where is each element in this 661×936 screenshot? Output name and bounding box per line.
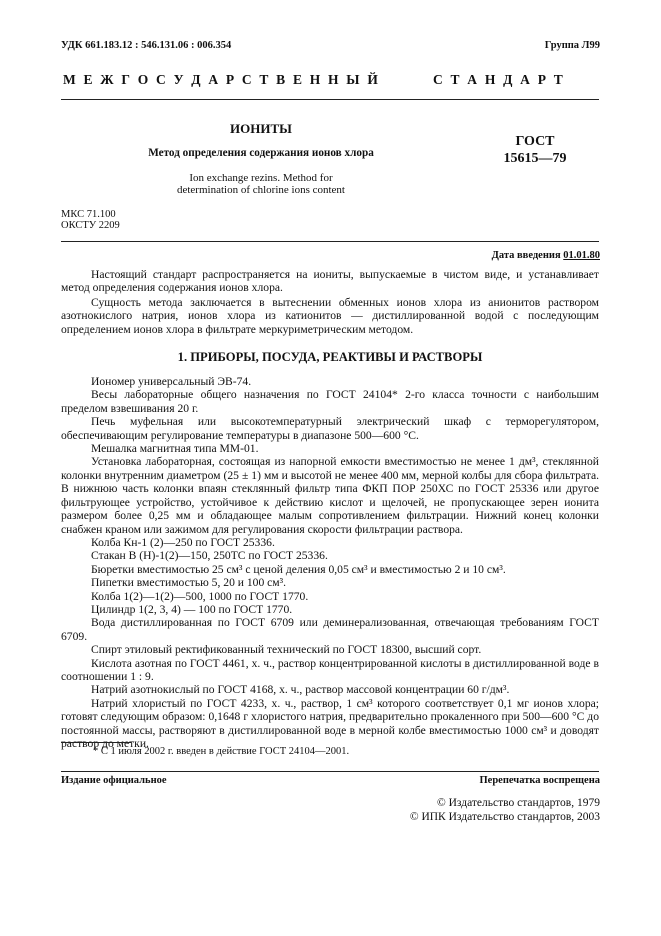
list-item: Печь муфельная или высокотемпературный электрический шкаф с терморегулятором, обеспечивающим регулирование температуры в диапазоне 500—600 °С. bbox=[61, 415, 599, 442]
list-item: Установка лабораторная, состоящая из напорной емкости вместимостью не менее 1 дм³, стеклянной колонки внутренним диаметром (25 ± 1) мм и высотой не менее 400 мм, мерной колбы для сбора фильтрата. В нижнюю часть колонки впаян стеклянный фильтр типа ФКП ПОР 250ХС по ГОСТ 25336 или другое фильтрующее устройство, устойчивое к действию кислот и щелочей, не пропускающее зерен ионита размером более 0,25 мм и обладающее малым сопротивлением фильтрации. Нижний конец колонки снабжен краном или зажимом для регулирования скорости фильтрации раствора. bbox=[61, 455, 599, 536]
list-item: Натрий хлористый по ГОСТ 4233, х. ч., раствор, 1 см³ которого соответствует 0,1 мг ионов хлора; готовят следующим образом: 0,1648 г хлористого натрия, предварительно прокаленного при 500—600 °С до постоянной массы, растворяют в дистиллированной воде в мерной колбе вместимостью 1000 см³ и доводят раствор до метки. bbox=[61, 696, 599, 750]
list-item: Натрий азотнокислый по ГОСТ 4168, х. ч., раствор массовой концентрации 60 г/дм³. bbox=[91, 683, 510, 697]
reprint-notice: Перепечатка воспрещена bbox=[479, 775, 600, 786]
group-code: Группа Л99 bbox=[544, 40, 600, 51]
section-heading: 1. ПРИБОРЫ, ПОСУДА, РЕАКТИВЫ И РАСТВОРЫ bbox=[177, 350, 483, 365]
intro-date-label: Дата введения bbox=[491, 250, 561, 261]
gost-number: 15615—79 bbox=[503, 151, 567, 166]
okstu-code: ОКСТУ 2209 bbox=[61, 220, 120, 231]
header-mezhgos: М Е Ж Г О С У Д А Р С Т В Е Н Н Ы Й bbox=[63, 72, 381, 87]
footer-rule bbox=[61, 771, 599, 772]
official-edition: Издание официальное bbox=[61, 775, 167, 786]
header-standart: С Т А Н Д А Р Т bbox=[433, 72, 565, 87]
list-item: Вода дистиллированная по ГОСТ 6709 или деминерализованная, отвечающая требованиям ГОСТ 6709. bbox=[61, 616, 599, 643]
intro-date bbox=[492, 250, 600, 261]
mks-code: МКС 71.100 bbox=[61, 209, 116, 220]
list-item: Кислота азотная по ГОСТ 4461, х. ч., раствор концентрированной кислоты в дистиллированной воде в соотношении 1 : 9. bbox=[61, 656, 599, 683]
list-item: Колба 1(2)—1(2)—500, 1000 по ГОСТ 1770. bbox=[91, 589, 309, 603]
list-item: Цилиндр 1(2, 3, 4) — 100 по ГОСТ 1770. bbox=[91, 602, 293, 616]
header-rule bbox=[61, 99, 599, 100]
gost-label: ГОСТ bbox=[515, 134, 555, 149]
copyright-2003: © ИПК Издательство стандартов, 2003 bbox=[409, 811, 600, 823]
title-en-line2: determination of chlorine ions content bbox=[176, 184, 345, 196]
footnote-rule bbox=[61, 742, 131, 743]
copyright-1979: © Издательство стандартов, 1979 bbox=[436, 797, 600, 809]
footnote: * С 1 июля 2002 г. введен в действие ГОСТ 24104—2001. bbox=[93, 746, 350, 757]
list-item: Спирт этиловый ректификованный технический по ГОСТ 18300, высший сорт. bbox=[91, 643, 482, 657]
list-item: Колба Кн-1 (2)—250 по ГОСТ 25336. bbox=[91, 535, 275, 549]
list-item: Весы лабораторные общего назначения по ГОСТ 24104* 2-го класса точности с наибольшим пределом взвешивания 20 г. bbox=[61, 388, 599, 415]
intro-date-value: 01.01.80 bbox=[563, 250, 600, 261]
list-item: Бюретки вместимостью 25 см³ с ценой деления 0,05 см³ и вместимостью 2 и 10 см³. bbox=[91, 562, 506, 576]
intro-paragraph: Сущность метода заключается в вытеснении обменных ионов хлора из анионитов раствором азотнокислого натрия, ионов хлора из катионитов — дистиллированной водой с последующим определением ионов хлора в фильтрате меркуриметрическим методом. bbox=[61, 295, 599, 336]
body-text bbox=[61, 268, 599, 750]
list-item: Иономер универсальный ЭВ-74. bbox=[91, 375, 252, 389]
udk-code: УДК 661.183.12 : 546.131.06 : 006.354 bbox=[61, 40, 232, 51]
title-rule bbox=[61, 241, 599, 242]
title-en-line1: Ion exchange rezins. Method for bbox=[189, 172, 333, 184]
list-item: Мешалка магнитная типа ММ-01. bbox=[91, 442, 259, 456]
list-item: Пипетки вместимостью 5, 20 и 100 см³. bbox=[91, 576, 287, 590]
intro-paragraph: Настоящий стандарт распространяется на иониты, выпускаемые в чистом виде, и устанавливает метод определения содержания ионов хлора. bbox=[61, 268, 599, 295]
title-sub: Метод определения содержания ионов хлора bbox=[148, 147, 374, 159]
title-main: ИОНИТЫ bbox=[230, 121, 292, 136]
list-item: Стакан В (Н)-1(2)—150, 250ТС по ГОСТ 25336. bbox=[91, 549, 328, 563]
